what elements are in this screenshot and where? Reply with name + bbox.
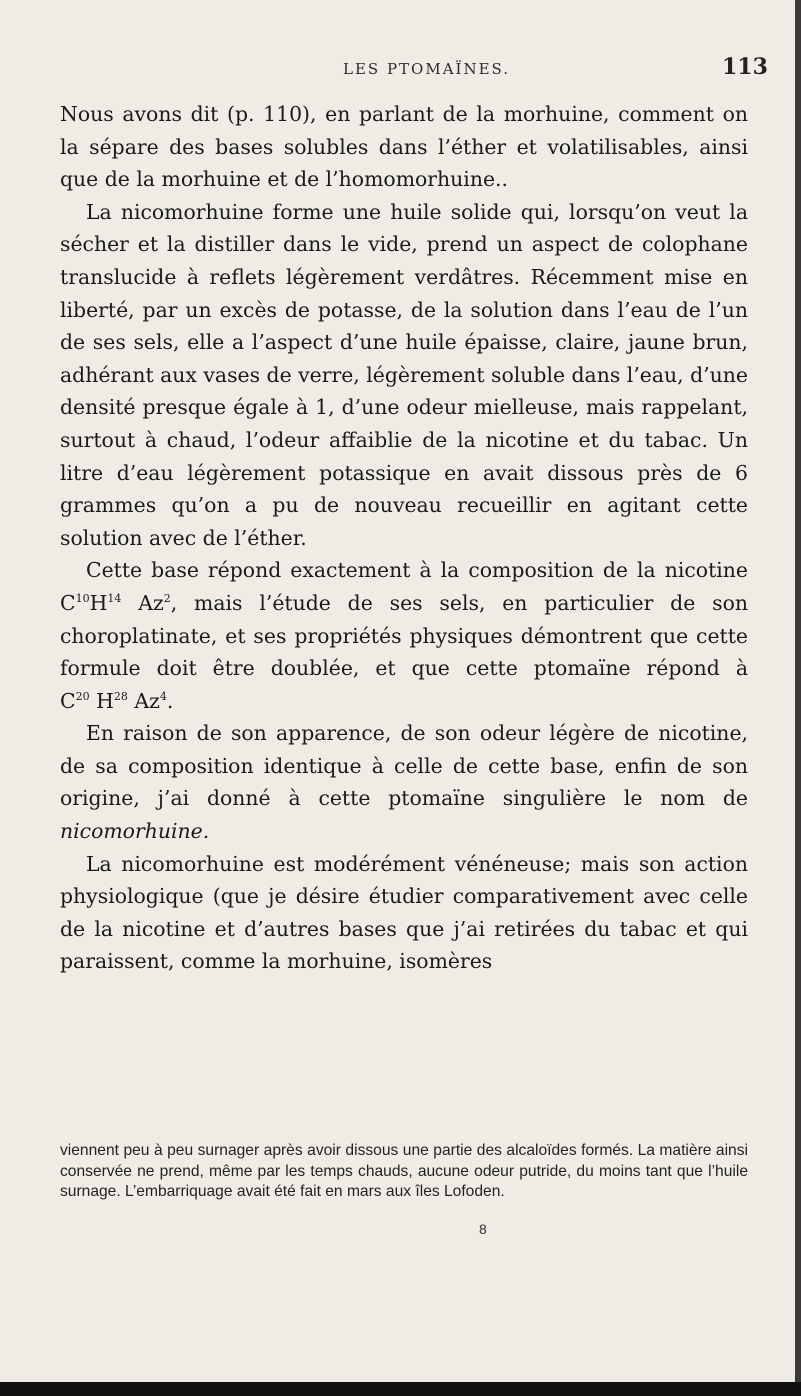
p3-text-end: .: [166, 688, 174, 713]
formula-sup: 2: [163, 591, 171, 605]
paragraph-1: Nous avons dit (p. 110), en parlant de la morhuine, comment on la sépare des bases solubles dans l’éther et volatilisables, ainsi que de la morhuine et de l’homomorhuine..: [60, 102, 748, 192]
formula-element: H: [96, 688, 114, 713]
formula-sup: 14: [107, 591, 122, 605]
formula-sup: 28: [113, 689, 128, 703]
page-edge-shadow: [795, 0, 801, 1396]
paragraph-4: [60, 717, 748, 847]
formula-sup: 20: [75, 689, 90, 703]
running-head: [0, 54, 801, 84]
page-number: 113: [722, 54, 768, 80]
footnote-text: viennent peu à peu surnager après avoir dissous une partie des alcaloïdes formés. La matière ainsi conservée ne prend, même par les temps chauds, aucune odeur putride, du moins tant que l’huile surnage. L’embarriquage avait été fait en mars aux îles Lofoden.: [60, 1142, 748, 1200]
p3-text-middle: , mais l’étude de ses sels, en particulier de son choroplatinate, et ses propriétés physiques démontrent que cette formule doit être doublée, et que cette ptomaïne répond à C: [60, 590, 748, 713]
formula-element: H: [89, 590, 108, 615]
formula-sup: 4: [159, 689, 167, 703]
page-bottom-edge: [0, 1382, 801, 1396]
signature-mark: 8: [479, 1221, 487, 1237]
formula-element: Az: [138, 590, 164, 615]
footnote: [60, 1141, 748, 1203]
paragraph-3: [60, 554, 748, 717]
formula-sup: 10: [75, 591, 90, 605]
body-text: [60, 98, 748, 978]
running-title: LES PTOMAÏNES.: [343, 60, 511, 78]
p3-text-before: Cette base répond exactement à la composition de la nicotine C: [60, 558, 748, 615]
paragraph-5: La nicomorhuine est modérément vénéneuse; mais son action physiologique (que je désire étudier comparativement avec celle de la nicotine et d’autres bases que j’ai retirées du tabac et qui paraissent, comme la morhuine, isomères: [60, 851, 748, 974]
p4-text: En raison de son apparence, de son odeur légère de nicotine, de sa composition identique à celle de cette base, enfin de son origine, j’ai donné à cette ptomaïne singulière le nom de: [60, 721, 748, 811]
formula-element: Az: [134, 688, 160, 713]
paragraph-2: La nicomorhuine forme une huile solide qui, lorsqu’on veut la sécher et la distiller dans le vide, prend un aspect de colophane translucide à reflets légèrement verdâtres. Récemment mise en liberté, par un excès de potasse, de la solution dans l’eau de l’un de ses sels, elle a l’aspect d’une huile épaisse, claire, jaune brun, adhérant aux vases de verre, légèrement soluble dans l’eau, d’une densité presque égale à 1, d’une odeur mielleuse, mais rappelant, surtout à chaud, l’odeur affaiblie de la nicotine et du tabac. Un litre d’eau légèrement potassique en avait dissous près de 6 grammes qu’on a pu de nouveau recueillir en agitant cette solution avec de l’éther.: [60, 199, 748, 550]
p4-italic-term: nicomorhuine.: [60, 819, 210, 844]
